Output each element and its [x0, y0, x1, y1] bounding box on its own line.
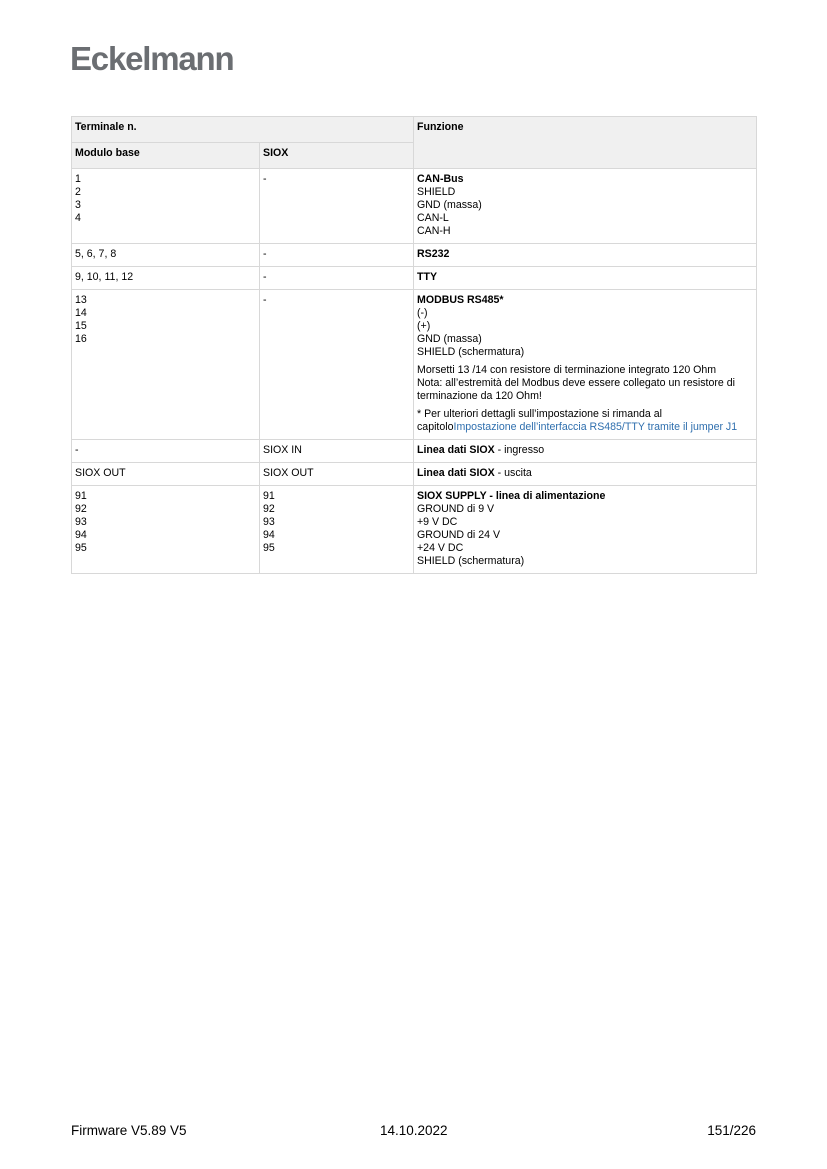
cell-line: 4: [75, 212, 81, 224]
function-suffix: - uscita: [494, 467, 532, 479]
cell-line: GROUND di 24 V: [417, 529, 501, 541]
base-cell: 5, 6, 7, 8: [72, 244, 260, 267]
footer-page-number: 151/226: [707, 1123, 756, 1138]
header-siox: SIOX: [260, 143, 414, 169]
function-title: TTY: [414, 267, 757, 290]
table-row: [72, 440, 757, 463]
cell-line: 94: [263, 529, 275, 541]
function-cell: [414, 440, 757, 463]
function-title: CAN-Bus: [417, 173, 464, 185]
cell-line: SHIELD (schermatura): [417, 555, 525, 567]
cell-line: 16: [75, 333, 87, 345]
cell-line: (+): [417, 320, 431, 332]
cell-line: 92: [75, 503, 87, 515]
function-cell: [414, 169, 757, 244]
cell-line: SHIELD (schermatura): [417, 346, 525, 358]
cell-line: (-): [417, 307, 428, 319]
siox-cell: -: [260, 290, 414, 440]
cell-line: 95: [263, 542, 275, 554]
reference-note: [417, 408, 753, 434]
cell-line: 2: [75, 186, 81, 198]
siox-cell: SIOX OUT: [260, 463, 414, 486]
function-cell: [414, 290, 757, 440]
function-title: Linea dati SIOX: [417, 467, 495, 479]
table-row: [72, 463, 757, 486]
cell-line: 93: [75, 516, 87, 528]
cell-line: 15: [75, 320, 87, 332]
cell-line: SHIELD: [417, 186, 456, 198]
note-line: Nota: all’estremità del Modbus deve essere collegato un resistore di terminazione da 120 Ohm!: [417, 377, 735, 402]
table-row: [72, 244, 757, 267]
header-terminal: Terminale n.: [72, 117, 414, 143]
table-header-row: [72, 117, 757, 143]
eckelmann-logo: Eckelmann: [70, 40, 234, 77]
siox-cell: SIOX IN: [260, 440, 414, 463]
cell-line: GND (massa): [417, 333, 482, 345]
cell-line: CAN-L: [417, 212, 449, 224]
siox-cell: [260, 486, 414, 574]
cell-line: 14: [75, 307, 87, 319]
header-function: Funzione: [414, 117, 757, 169]
base-cell: SIOX OUT: [72, 463, 260, 486]
terminal-table: [71, 116, 757, 574]
footer-firmware: Firmware V5.89 V5: [71, 1123, 187, 1138]
base-cell: [72, 290, 260, 440]
note-text: * Per ulteriori dettagli sull’impostazione si rimanda al capitolo: [417, 408, 662, 433]
base-cell: [72, 169, 260, 244]
cell-line: 95: [75, 542, 87, 554]
function-cell: [414, 463, 757, 486]
base-cell: -: [72, 440, 260, 463]
table-row: [72, 486, 757, 574]
table-row: [72, 169, 757, 244]
termination-note: [417, 364, 753, 403]
cell-line: GROUND di 9 V: [417, 503, 495, 515]
function-title: RS232: [414, 244, 757, 267]
cell-line: +24 V DC: [417, 542, 464, 554]
cell-line: 3: [75, 199, 81, 211]
table-row: [72, 290, 757, 440]
base-cell: [72, 486, 260, 574]
siox-cell: -: [260, 169, 414, 244]
function-suffix: - ingresso: [494, 444, 545, 456]
cell-line: GND (massa): [417, 199, 482, 211]
function-cell: [414, 486, 757, 574]
cell-line: 13: [75, 294, 87, 306]
siox-cell: -: [260, 244, 414, 267]
cell-line: 1: [75, 173, 81, 185]
function-title: Linea dati SIOX: [417, 444, 495, 456]
cell-line: CAN-H: [417, 225, 451, 237]
cell-line: 94: [75, 529, 87, 541]
header-base-module: Modulo base: [72, 143, 260, 169]
cell-line: +9 V DC: [417, 516, 458, 528]
base-cell: 9, 10, 11, 12: [72, 267, 260, 290]
function-title: SIOX SUPPLY - linea di alimentazione: [417, 490, 606, 502]
chapter-link[interactable]: Impostazione dell’interfaccia RS485/TTY tramite il jumper J1: [453, 421, 738, 433]
cell-line: 93: [263, 516, 275, 528]
table-row: [72, 267, 757, 290]
note-line: Morsetti 13 /14 con resistore di terminazione integrato 120 Ohm: [417, 364, 717, 376]
cell-line: 92: [263, 503, 275, 515]
cell-line: 91: [263, 490, 275, 502]
function-title: MODBUS RS485*: [417, 294, 504, 306]
footer-date: 14.10.2022: [380, 1123, 448, 1138]
siox-cell: -: [260, 267, 414, 290]
cell-line: 91: [75, 490, 87, 502]
